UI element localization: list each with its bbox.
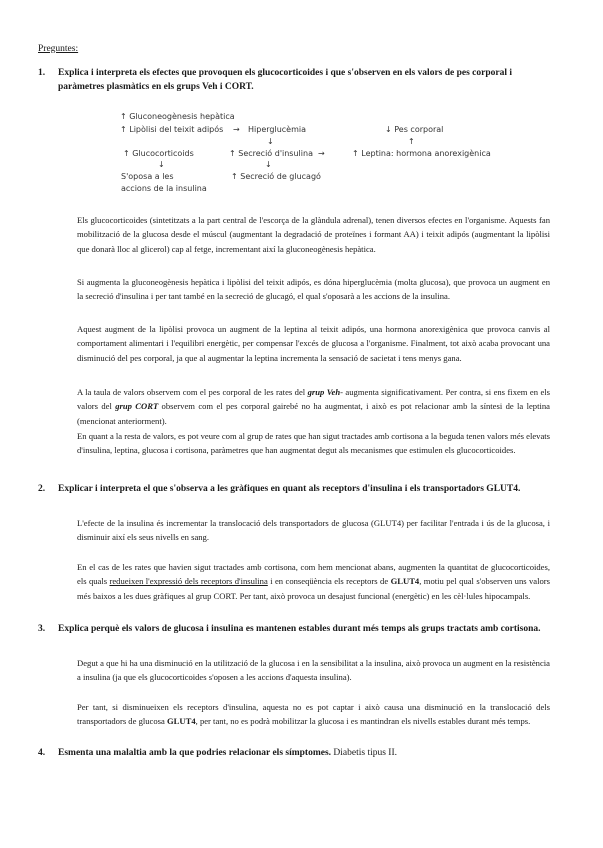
diagram-glucagon: ↑ Secreció de glucagó (231, 172, 321, 181)
question-4-answer: Diabetis tipus II. (333, 748, 398, 758)
question-3 (38, 622, 550, 636)
underlined-phrase: redueixen l'expressió dels receptors d'insulina (109, 576, 268, 587)
diagram-arrow-down: ↓ (265, 160, 272, 169)
answer-3-paragraph-2 (77, 700, 550, 729)
text-span: i en conseqüència els receptors de (267, 576, 391, 587)
question-number: 3. (38, 624, 46, 634)
diagram-arrow-down: ↓ (158, 160, 165, 169)
diagram-insulin-actions: accions de la insulina (121, 184, 207, 193)
answer-2-paragraph-2 (77, 560, 550, 603)
question-2 (38, 482, 550, 496)
text-span: A la taula de valors observem com el pes corporal de les rates del (77, 387, 308, 397)
question-number: 2. (38, 484, 46, 494)
diagram-glucocorticoids: ↑ Glucocorticoids (123, 149, 194, 158)
text-span: , motiu pel qual s'observen uns valors més baixos a les dues gràfiques al grup CORT. Per tant, això provoca un desajust funcional (energètic) en les cèl·lules hipocampals. (77, 576, 551, 601)
answer-1-paragraph-2: Si augmenta la gluconeogènesis hepàtica i lipòlisi del teixit adipós, es dóna hiperglucèmia (molta glucosa), que provoca un augment en la secreció d'insulina i per tant també en la secreció de glucagó, el qual s'oposarà a les accions de la insulina. (77, 277, 550, 302)
group-veh-label: grup Veh (307, 387, 341, 397)
question-title: Explicar i interpreta el que s'observa a les gràfiques en quant als receptors d'insulina i els transportadors GLUT4. (58, 484, 521, 494)
question-number: 1. (38, 68, 46, 78)
diagram-leptin: ↑ Leptina: hormona anorexigènica (352, 149, 491, 158)
glut4-term: GLUT4 (390, 576, 420, 587)
question-title: Esmenta una malaltia amb la que podries relacionar els símptomes. (58, 748, 332, 758)
diagram-insulin-secretion: ↑ Secreció d'insulina (229, 149, 313, 158)
text-span: En el cas de les rates que havien sigut tractades amb cortisona, com hem mencionat abans, augmenten la quantitat de glucocorticoides, els quals (77, 562, 550, 587)
question-title: Explica perquè els valors de glucosa i insulina es mantenen estables durant més temps als grups tractats amb cortisona. (58, 624, 541, 634)
page-heading: Preguntes: (38, 44, 79, 54)
diagram-lipolysis: ↑ Lipòlisi del teixit adipós (120, 125, 224, 134)
question-4 (38, 746, 550, 760)
answer-1-paragraph-4 (77, 385, 550, 428)
answer-1-paragraph-5: En quant a la resta de valors, es pot veure com al grup de rates que han sigut tractades amb cortisona a la beguda tenen valors més elevats d'insulina, leptina, glucosa i cortisona, paràmetres que han augmentat degut als mecanismes que estimulen els glucocorticoides. (77, 431, 550, 456)
group-cort-label: grup CORT (115, 401, 159, 412)
text-span: , per tant, no es podrà mobilitzar la glucosa i es mantindran els nivells estables durant més temps. (195, 716, 531, 727)
question-title: Explica i interpreta els efectes que provoquen els glucocorticoides i que s'observen en els valors de pes corporal i paràmetres plasmàtics en els grups Veh i CORT. (58, 68, 513, 92)
diagram-arrow-right: → (318, 149, 325, 158)
text-span: observem com el pes corporal gairebé no ha augmentat, i això es pot relacionar amb la síntesi de la leptina (mencionat anteriorment). (77, 401, 550, 426)
answer-1-paragraph-1: Els glucocorticoides (sintetitzats a la part central de l'escorça de la glàndula adrenal), tenen diversos efectes en l'organisme. Aquests fan mobilització de la glucosa desde el múscul (augmentant la degradació de proteïnes i formant AA) i teixit adipós (augmentant la lipòlisi que donarà lloc al glicerol) cap al fetge, incrementant així la gluconeogènesis hepàtica. (77, 215, 550, 254)
answer-1-paragraph-3: Aquest augment de la lipòlisi provoca un augment de la leptina al teixit adipós, una hormona anorexigènica que provoca canvis al comportament alimentari i l'equilibri energètic, per compensar l'excés de glucosa a l'organisme. Finalment, tot això acaba provocant una disminució del pes corporal, ja que al augmentar la leptina incrementa la sensació de sacietat i tens menys gana. (77, 324, 550, 363)
diagram-arrow-up: ↑ (408, 137, 415, 146)
text-span: - augmenta significativament. Per contra, si ens fixem en els valors del (77, 387, 550, 412)
text-span: Per tant, si disminueixen els receptors d'insulina, aquesta no es pot captar i això causa una disminució en la translocació dels transportadors de glucosa (77, 702, 550, 727)
diagram-body-weight: ↓ Pes corporal (385, 125, 444, 134)
diagram-arrow-right: → (233, 125, 240, 134)
glut4-term: GLUT4 (166, 716, 196, 727)
diagram-arrow-down: ↓ (267, 137, 274, 146)
question-number: 4. (38, 748, 46, 758)
diagram-gluconeogenesis: ↑ Gluconeogènesis hepàtica (120, 112, 235, 121)
answer-3-paragraph-1: Degut a que hi ha una disminució en la utilització de la glucosa i en la sensibilitat a la insulina, això provoca un augment en la resistència a insulina (ja que els glucocorticoides s'oposen a les accions d'aquesta insulina). (77, 658, 550, 683)
question-1 (38, 66, 550, 94)
answer-2-paragraph-1: L'efecte de la insulina és incrementar la translocació dels transportadors de glucosa (GLUT4) per facilitar l'entrada i ús de la glucosa, i disminuir així els seus nivells en sang. (77, 518, 550, 543)
diagram-hyperglycemia: Hiperglucèmia (248, 125, 306, 134)
diagram-opposes: S'oposa a les (121, 172, 174, 181)
